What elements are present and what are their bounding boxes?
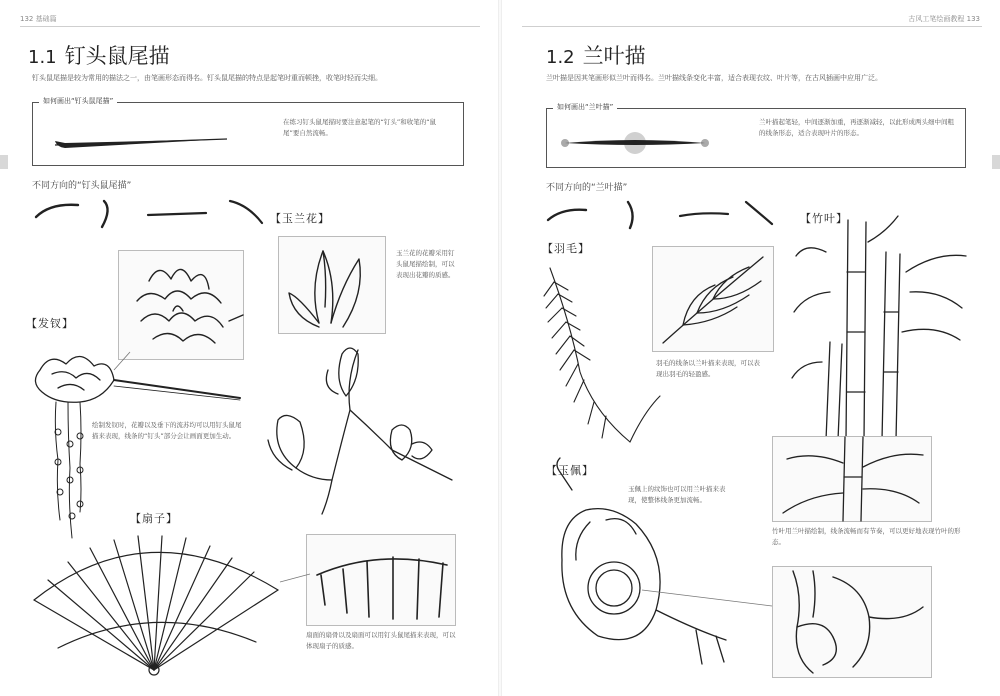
- feather-closeup-drawing: [653, 247, 773, 351]
- fan-rib-drawing: [307, 535, 455, 625]
- label-hairpin: 【发钗】: [26, 317, 74, 330]
- fan-leader-line: [280, 574, 310, 584]
- section-title-right: [546, 40, 646, 70]
- section-title-left: [28, 40, 170, 70]
- fan-detail-inset: [306, 534, 456, 626]
- section-number: 1.1: [28, 47, 57, 68]
- bamboo-detail-inset: [772, 436, 932, 522]
- section-intro: 兰叶描是因其笔画形似兰叶而得名。兰叶描线条变化丰富，适合表现衣纹、叶片等，在古风插画中应用广泛。: [546, 74, 882, 82]
- head-rule-right: [522, 26, 982, 27]
- jade-ornament-closeup: [773, 567, 931, 677]
- jade-leader-line: [642, 570, 772, 610]
- magnolia-branch-drawing: [262, 340, 462, 520]
- how-to-description: 在练习钉头鼠尾描时要注意起笔的“钉头”和收笔的“鼠尾”要自然流畅。: [283, 118, 437, 137]
- page-tab-left: [0, 155, 8, 169]
- direction-strokes: [542, 196, 792, 236]
- label-jade: 【玉佩】: [546, 464, 594, 477]
- how-to-description: 兰叶描起笔轻，中间逐渐加重，再逐渐减轻，以此形成两头细中间粗的线条形态，适合表现叶片的形态。: [759, 118, 954, 137]
- stroke-demo: [51, 117, 231, 157]
- how-to-box: [546, 103, 966, 168]
- feather-drawing: [540, 262, 670, 462]
- label-magnolia: 【玉兰花】: [270, 212, 330, 225]
- note-magnolia: 玉兰花的花瓣采用钉头鼠尾描绘制，可以表现出花瓣的质感。: [396, 249, 455, 279]
- section-intro: 钉头鼠尾描是较为常用的描法之一，由笔画形态而得名。钉头鼠尾描的特点是起笔时重而顿挫，收笔时轻而尖细。: [32, 74, 382, 82]
- jade-pendant-drawing: [546, 450, 746, 670]
- directions-subhead: 不同方向的“钉头鼠尾描”: [32, 181, 132, 191]
- note-bamboo: 竹叶用兰叶描绘制，线条流畅而有节奏，可以更好地表现竹叶的形态。: [772, 527, 961, 546]
- magnolia-detail-inset: [278, 236, 386, 334]
- fan-drawing: [28, 530, 298, 680]
- how-to-tag: 如何画出“钉头鼠尾描”: [39, 96, 117, 106]
- magnolia-bud-drawing: [279, 237, 385, 333]
- running-head-left: 132 基础篇: [20, 15, 57, 23]
- note-jade: 玉佩上的纹饰也可以用兰叶描来表现，使整体线条更加流畅。: [628, 485, 726, 504]
- left-page: [0, 0, 498, 696]
- head-rule-left: [20, 26, 480, 27]
- stroke-demo: [557, 121, 717, 161]
- bamboo-leaf-closeup: [773, 437, 931, 521]
- section-heading: 钉头鼠尾描: [64, 44, 170, 68]
- feather-detail-inset: [652, 246, 774, 352]
- label-bamboo: 【竹叶】: [800, 212, 848, 225]
- section-heading: 兰叶描: [582, 44, 646, 68]
- note-hairpin: 绘制发钗时，花瓣以及垂下的流苏均可以用钉头鼠尾描来表现，线条的“钉头”部分会让画面更加生动。: [92, 421, 242, 440]
- directions-subhead: 不同方向的“兰叶描”: [546, 183, 628, 193]
- how-to-tag: 如何画出“兰叶描”: [553, 102, 617, 112]
- how-to-box: [32, 97, 464, 166]
- right-page: [502, 0, 1000, 696]
- jade-detail-inset: [772, 566, 932, 678]
- note-fan: 扇面的扇骨以及扇面可以用钉头鼠尾描来表现，可以体现扇子的质感。: [306, 631, 456, 650]
- page-tab-right: [992, 155, 1000, 169]
- note-feather: 羽毛的线条以兰叶描来表现，可以表现出羽毛的轻盈感。: [656, 359, 760, 378]
- section-number: 1.2: [546, 47, 575, 68]
- direction-strokes: [30, 195, 290, 235]
- label-feather: 【羽毛】: [542, 242, 590, 255]
- running-head-right: 古风工笔绘画教程 133: [908, 15, 980, 23]
- label-fan: 【扇子】: [130, 512, 178, 525]
- bamboo-drawing: [786, 212, 986, 442]
